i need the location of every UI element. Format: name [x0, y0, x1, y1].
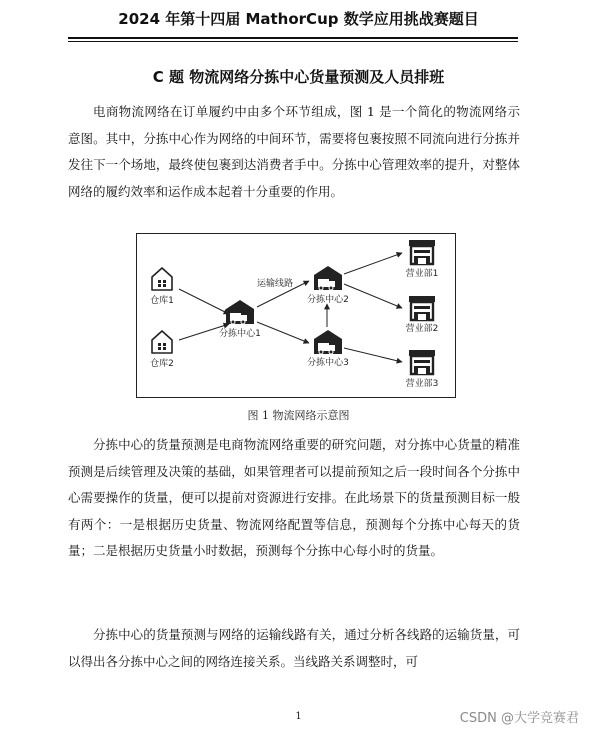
document-title: C 题 物流网络分拣中心货量预测及人员排班 — [152, 68, 445, 86]
warehouse-1-icon — [152, 268, 172, 290]
store-3-icon — [409, 350, 435, 374]
header-rule-thick — [68, 37, 518, 39]
edge-warehouse1-center1 — [179, 289, 229, 314]
store-1-icon — [409, 240, 435, 264]
network-diagram — [137, 234, 455, 396]
sorting-center-3-label: 分拣中心3 — [307, 358, 349, 368]
edge-center2-store2 — [344, 284, 402, 308]
warehouse-2-icon — [152, 331, 172, 353]
edge-center1-center3 — [257, 322, 309, 343]
logistics-network-figure — [136, 233, 456, 398]
route-label: 运输线路 — [256, 279, 294, 289]
page-number: 1 — [295, 711, 302, 722]
header-rule-thin — [68, 41, 518, 42]
store-2-icon — [409, 296, 435, 320]
store-3-label: 营业部3 — [405, 379, 439, 389]
page-header: 2024 年第十四届 MathorCup 数学应用挑战赛题目 — [118, 10, 479, 28]
edge-center3-store3 — [344, 348, 402, 362]
warehouse-2-label: 仓库2 — [150, 359, 174, 369]
sorting-center-3-icon — [314, 330, 342, 354]
sorting-center-2-label: 分拣中心2 — [307, 295, 349, 305]
sorting-center-2-icon — [314, 266, 342, 290]
store-2-label: 营业部2 — [405, 324, 439, 334]
watermark: CSDN @大学竞赛君 — [459, 711, 579, 726]
figure-caption: 图 1 物流网络示意图 — [247, 409, 350, 422]
sorting-center-1-label: 分拣中心1 — [219, 329, 261, 339]
store-1-label: 营业部1 — [405, 269, 439, 279]
paragraph: 电商物流网络在订单履约中由多个环节组成，图 1 是一个简化的物流网络示意图。其中，分拣中心作为网络的中间环节，需要将包裹按照不同流向进行分拣并发往下一个场地，最终使包裹到达消费者手中。分拣中心管理效率的提升，对整体网络的履约效率和运作成本起着十分重要的作用。 — [68, 104, 520, 199]
paragraph: 分拣中心的货量预测与网络的运输线路有关，通过分析各线路的运输货量，可以得出各分拣中心之间的网络连接关系。当线路关系调整时，可 — [68, 627, 520, 669]
warehouse-1-label: 仓库1 — [150, 296, 174, 306]
paragraph: 分拣中心的货量预测是电商物流网络重要的研究问题，对分拣中心货量的精准预测是后续管理及决策的基础，如果管理者可以提前预知之后一段时间各个分拣中心需要操作的货量，便可以提前对资源进行安排。在此场景下的货量预测目标一般有两个：一是根据历史货量、物流网络配置等信息，预测每个分拣中心每天的货量；二是根据历史货量小时数据，预测每个分拣中心每小时的货量。 — [68, 437, 520, 558]
edge-center2-store1 — [344, 253, 402, 274]
sorting-center-1-icon — [226, 300, 254, 324]
